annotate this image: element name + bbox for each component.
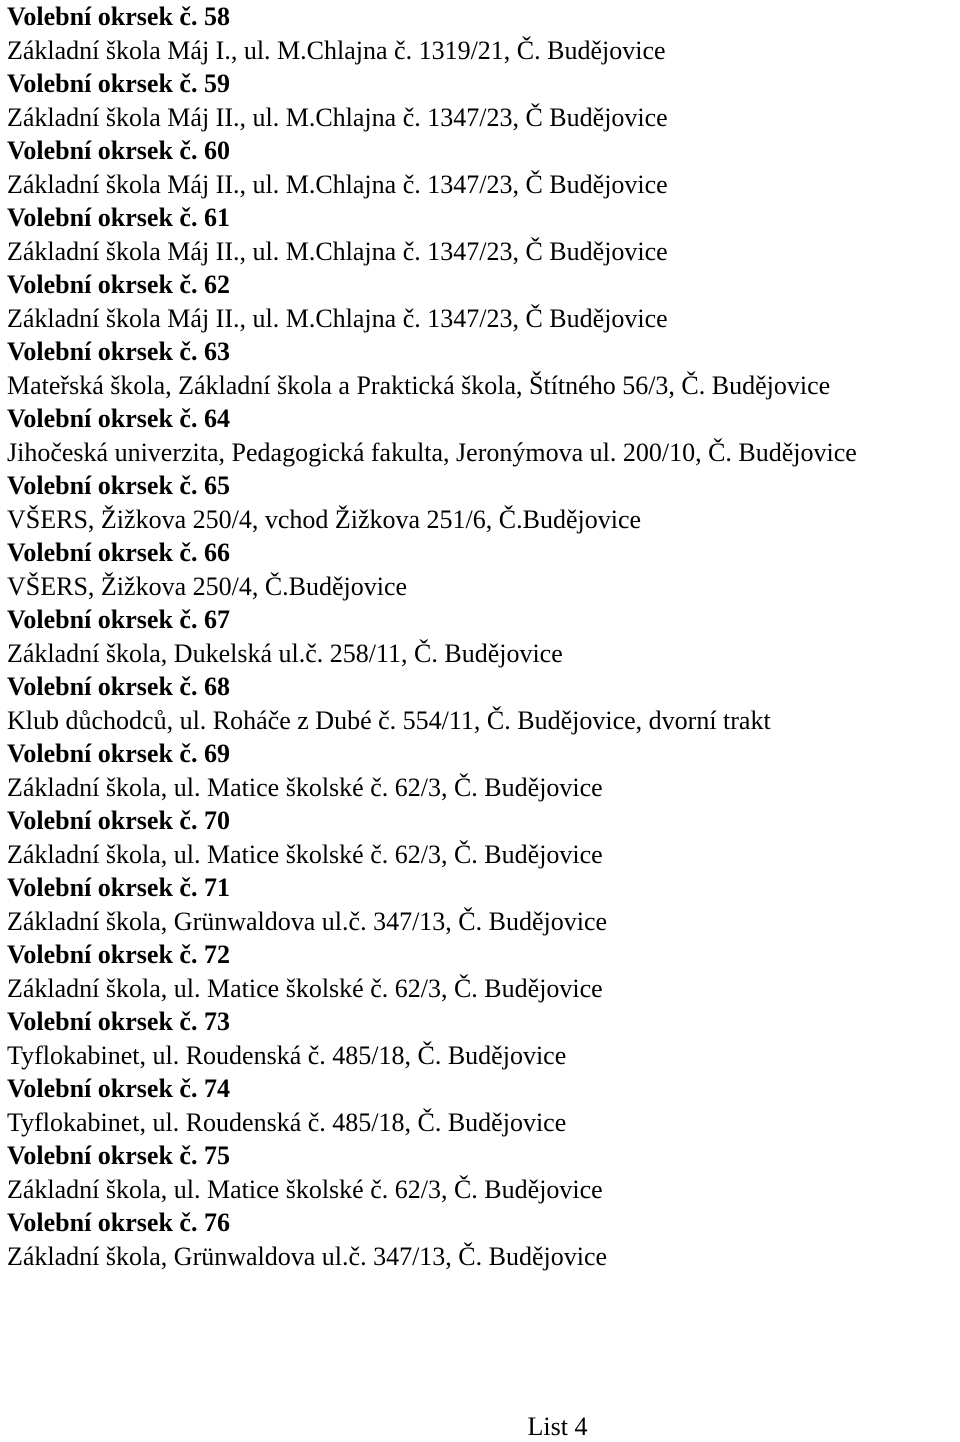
page-number: List 4 bbox=[527, 1412, 588, 1441]
district-heading: Volební okrsek č. 73 bbox=[7, 1007, 230, 1036]
polling-address: Klub důchodců, ul. Roháče z Dubé č. 554/11, Č. Budějovice, dvorní trakt bbox=[7, 706, 771, 735]
polling-address: Tyflokabinet, ul. Roudenská č. 485/18, Č. Budějovice bbox=[7, 1108, 567, 1137]
polling-address: Základní škola Máj II., ul. M.Chlajna č. 1347/23, Č Budějovice bbox=[7, 304, 668, 333]
list-item bbox=[7, 402, 957, 469]
list-item bbox=[7, 1206, 957, 1273]
polling-address: Základní škola Máj II., ul. M.Chlajna č. 1347/23, Č Budějovice bbox=[7, 103, 668, 132]
list-item bbox=[7, 670, 957, 737]
polling-address: Základní škola, Grünwaldova ul.č. 347/13, Č. Budějovice bbox=[7, 1242, 608, 1271]
polling-address: Základní škola, ul. Matice školské č. 62/3, Č. Budějovice bbox=[7, 840, 603, 869]
list-item bbox=[7, 603, 957, 670]
polling-address: Základní škola, ul. Matice školské č. 62/3, Č. Budějovice bbox=[7, 773, 603, 802]
polling-address: Základní škola, ul. Matice školské č. 62/3, Č. Budějovice bbox=[7, 1175, 603, 1204]
list-item bbox=[7, 536, 957, 603]
polling-address: VŠERS, Žižkova 250/4, Č.Budějovice bbox=[7, 572, 408, 601]
list-item bbox=[7, 134, 957, 201]
district-heading: Volební okrsek č. 76 bbox=[7, 1208, 230, 1237]
district-heading: Volební okrsek č. 63 bbox=[7, 337, 230, 366]
list-item bbox=[7, 938, 957, 1005]
district-heading: Volební okrsek č. 64 bbox=[7, 404, 230, 433]
district-heading: Volební okrsek č. 66 bbox=[7, 538, 230, 567]
district-heading: Volební okrsek č. 69 bbox=[7, 739, 230, 768]
district-heading: Volební okrsek č. 61 bbox=[7, 203, 230, 232]
polling-address: Základní škola, Dukelská ul.č. 258/11, Č. Budějovice bbox=[7, 639, 563, 668]
polling-address: Základní škola Máj II., ul. M.Chlajna č. 1347/23, Č Budějovice bbox=[7, 237, 668, 266]
list-item bbox=[7, 804, 957, 871]
polling-address: Tyflokabinet, ul. Roudenská č. 485/18, Č. Budějovice bbox=[7, 1041, 567, 1070]
district-heading: Volební okrsek č. 75 bbox=[7, 1141, 230, 1170]
polling-address: Základní škola Máj II., ul. M.Chlajna č. 1347/23, Č Budějovice bbox=[7, 170, 668, 199]
list-item bbox=[7, 268, 957, 335]
list-item bbox=[7, 0, 957, 67]
polling-address: VŠERS, Žižkova 250/4, vchod Žižkova 251/6, Č.Budějovice bbox=[7, 505, 642, 534]
list-item bbox=[7, 1005, 957, 1072]
polling-address: Základní škola, Grünwaldova ul.č. 347/13, Č. Budějovice bbox=[7, 907, 608, 936]
page-footer bbox=[0, 1412, 960, 1442]
district-heading: Volební okrsek č. 67 bbox=[7, 605, 230, 634]
document-body bbox=[7, 0, 957, 1273]
list-item bbox=[7, 469, 957, 536]
district-heading: Volební okrsek č. 68 bbox=[7, 672, 230, 701]
list-item bbox=[7, 67, 957, 134]
list-item bbox=[7, 335, 957, 402]
district-heading: Volební okrsek č. 59 bbox=[7, 69, 230, 98]
district-heading: Volební okrsek č. 62 bbox=[7, 270, 230, 299]
district-heading: Volební okrsek č. 72 bbox=[7, 940, 230, 969]
district-heading: Volební okrsek č. 71 bbox=[7, 873, 230, 902]
polling-address: Základní škola Máj I., ul. M.Chlajna č. 1319/21, Č. Budějovice bbox=[7, 36, 666, 65]
list-item bbox=[7, 1139, 957, 1206]
polling-address: Základní škola, ul. Matice školské č. 62/3, Č. Budějovice bbox=[7, 974, 603, 1003]
list-item bbox=[7, 1072, 957, 1139]
district-heading: Volební okrsek č. 74 bbox=[7, 1074, 230, 1103]
district-heading: Volební okrsek č. 65 bbox=[7, 471, 230, 500]
polling-address: Jihočeská univerzita, Pedagogická fakulta, Jeronýmova ul. 200/10, Č. Budějovice bbox=[7, 438, 857, 467]
polling-address: Mateřská škola, Základní škola a Praktická škola, Štítného 56/3, Č. Budějovice bbox=[7, 371, 831, 400]
list-item bbox=[7, 737, 957, 804]
district-heading: Volební okrsek č. 70 bbox=[7, 806, 230, 835]
list-item bbox=[7, 871, 957, 938]
list-item bbox=[7, 201, 957, 268]
district-heading: Volební okrsek č. 60 bbox=[7, 136, 230, 165]
district-heading: Volební okrsek č. 58 bbox=[7, 2, 230, 31]
